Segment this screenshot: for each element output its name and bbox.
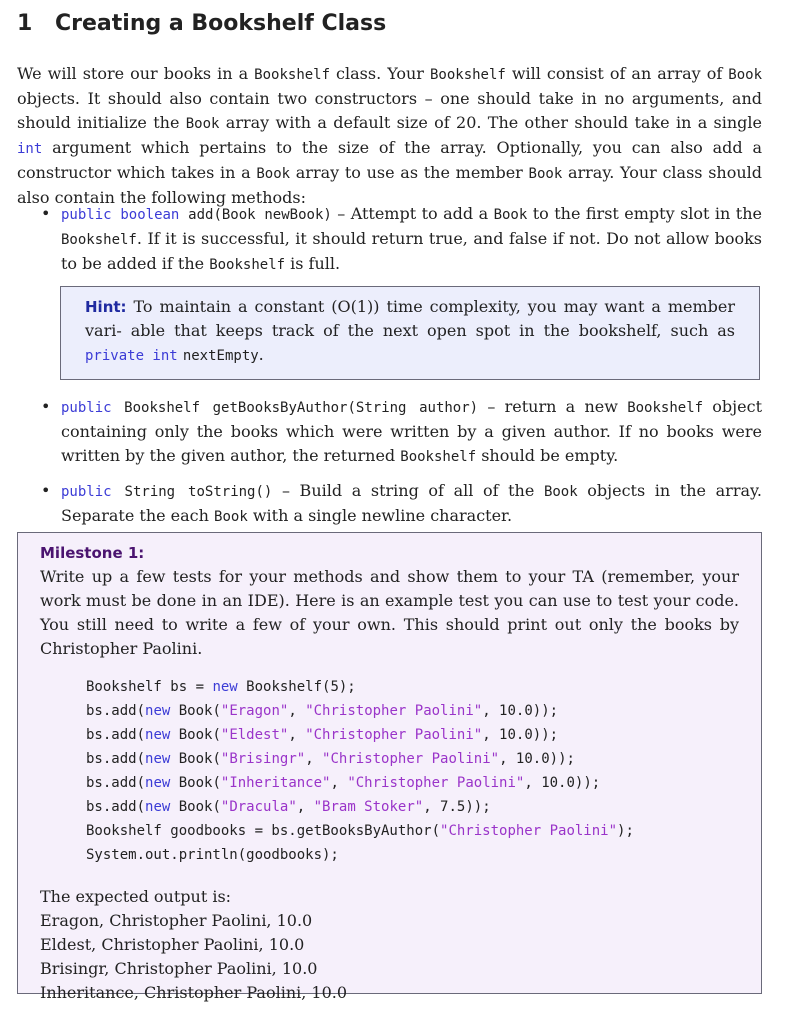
expected-output [40, 885, 739, 1005]
method-add-item: • public boolean add(Book newBook) – Attempt to add a Book to the first empty slot in the Bookshelf. If it is successful, it should return true, and false if not. Do not allow books to be added if the Bookshelf is full. [41, 204, 762, 273]
milestone-text: Write up a few tests for your methods and show them to your TA (remember, your work must be done in an IDE). Here is an example test you can use to test your code. You still need to write a few of your own. This should print out only the books by Christopher Paolini. [40, 567, 739, 658]
section-title: Creating a Bookshelf Class [55, 11, 387, 36]
milestone-box [17, 532, 762, 1002]
intro-paragraph: We will store our books in a Bookshelf class. Your Bookshelf will consist of an array of Book objects. It should also contain two constructors – one should take in no arguments, and should initialize the Book array with a default size of 20. The other should take in a single int argument which pertains to the size of the array. Optionally, you can also add a constructor which takes in a Book array to use as the member Book array. Your class should also contain the following methods: [17, 64, 763, 207]
output-line: Eldest, Christopher Paolini, 10.0 [40, 935, 305, 954]
method-list-2 [17, 395, 762, 529]
section-number: 1 [17, 11, 33, 36]
output-intro: The expected output is: [40, 887, 232, 906]
section-heading [17, 8, 386, 40]
output-line: Inheritance, Christopher Paolini, 10.0 [40, 983, 348, 1002]
output-line: Eragon, Christopher Paolini, 10.0 [40, 911, 313, 930]
output-line: Brisingr, Christopher Paolini, 10.0 [40, 959, 318, 978]
method-tostring-item: • public String toString() – Build a string of all of the Book objects in the array. Separate the each Book with a single newline character. [41, 481, 763, 525]
method-getbooksbyauthor-item: • public Bookshelf getBooksByAuthor(String author) – return a new Bookshelf object containing only the books which were written by a given author. If no books were written by the given author, the returned Bookshelf should be empty. [41, 397, 762, 465]
milestone-label: Milestone 1: [40, 544, 145, 562]
hint-label: Hint: [85, 298, 127, 316]
method-list-1 [17, 202, 762, 277]
code-example: Bookshelf bs = new Bookshelf(5); bs.add(new Book("Eragon", "Christopher Paolini", 10.0)); bs.add(new Book("Eldest", "Christopher Paolini", 10.0)); bs.add(new Book("Brisingr", "Christopher Paolini", 10.0)); bs.add(new Book("Inheritance", "Christopher Paolini", 10.0)); bs.add(new Book("Dracula", "Bram Stoker", 7.5)); Bookshelf goodbooks = bs.getBooksByAuthor("Christopher Paolini"); System.out.println(goodbooks); [86, 679, 634, 863]
hint-box: Hint: To maintain a constant (O(1)) time complexity, you may want a member vari- able that keeps track of the next open spot in the bookshelf, such as private int nextEmpty. [60, 286, 760, 380]
